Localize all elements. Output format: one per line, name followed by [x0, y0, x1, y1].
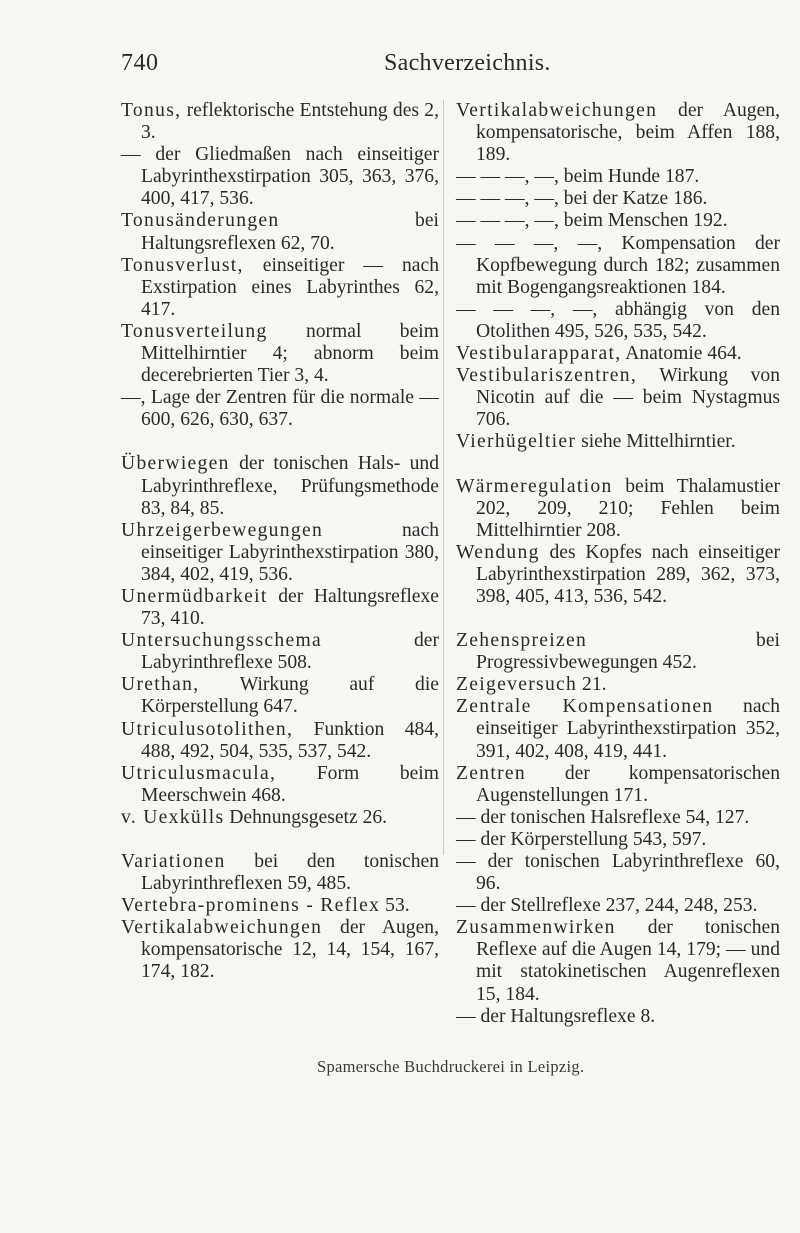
index-entry-text: —, Lage der Zentren für die normale — 600, 626, 630, 637.	[121, 387, 439, 431]
index-entry	[121, 763, 439, 807]
index-entry	[121, 100, 439, 144]
index-entry	[121, 674, 439, 718]
index-entry-text: bei Haltungsreflexen 62, 70.	[141, 210, 439, 254]
index-entry-text: Wirkung von Nicotin auf die — beim Nystagmus 706.	[476, 365, 780, 431]
index-entry-text: — der Gliedmaßen nach einseitiger Labyrinthexstirpation 305, 363, 376, 400, 417, 536.	[121, 144, 439, 210]
index-entry-text: Dehnungsgesetz 26.	[224, 806, 388, 828]
index-entry-text: — — —, —, abhängig von den Otolithen 495, 526, 535, 542.	[456, 298, 780, 342]
column-divider	[443, 100, 444, 855]
index-entry	[456, 807, 780, 829]
index-entry-text: — der tonischen Labyrinthreflexe 60, 96.	[456, 851, 780, 895]
index-headword: Zeigeversuch	[456, 674, 578, 696]
index-entry-text: Funktion 484, 488, 492, 504, 535, 537, 542.	[141, 718, 439, 762]
index-entry	[456, 829, 780, 851]
index-entry-text: — der Haltungsreflexe 8.	[456, 1005, 656, 1027]
index-headword: Variationen	[121, 851, 226, 872]
index-entry-text: reflektorische Entstehung des 2, 3.	[141, 100, 439, 144]
index-entry-text: — der Stellreflexe 237, 244, 248, 253.	[456, 895, 758, 917]
index-entry-text: — — —, —, beim Hunde 187.	[456, 166, 700, 188]
index-entry-text: — der tonischen Halsreflexe 54, 127.	[456, 806, 750, 828]
index-entry-text: — — —, —, beim Menschen 192.	[456, 210, 728, 232]
index-headword: Unermüdbarkeit	[121, 585, 268, 607]
index-headword: Überwiegen	[121, 453, 230, 475]
index-entry-text: bei den tonischen Labyrinthreflexen 59, 485.	[141, 851, 439, 895]
index-headword: Urethan,	[121, 674, 200, 696]
index-entry-text: der tonischen Reflexe auf die Augen 14, 179; — und mit statokinetischen Augenreflexen 15, 184.	[476, 917, 780, 1005]
index-entry-text: 21.	[577, 674, 607, 696]
index-entry	[456, 763, 780, 807]
index-entry	[456, 299, 780, 343]
index-entry-text: beim Thalamustier 202, 209, 210; Fehlen beim Mittelhirntier 208.	[476, 475, 780, 541]
index-entry	[456, 476, 780, 542]
index-entry	[456, 630, 780, 674]
index-entry-text: der Labyrinthreflexe 508.	[141, 630, 439, 674]
index-headword: Vierhügeltier	[456, 431, 577, 453]
index-entry	[456, 895, 780, 917]
index-entry	[121, 387, 439, 431]
index-entry	[121, 255, 439, 321]
index-headword: Vestibulariszentren,	[456, 365, 638, 387]
index-headword: Tonusänderungen	[121, 210, 280, 232]
page-number: 740	[121, 50, 159, 76]
index-entry-text: der Haltungsreflexe 73, 410.	[141, 585, 439, 630]
index-headword: Tonusverlust,	[121, 254, 244, 276]
index-headword: Utriculusotolithen,	[121, 718, 294, 740]
index-entry	[121, 807, 439, 829]
index-entry-text: Form beim Meerschwein 468.	[141, 762, 439, 806]
index-headword: Wendung	[456, 541, 540, 563]
index-entry	[121, 144, 439, 210]
index-entry-text: der kompensatorischen Augenstellungen 171.	[476, 762, 780, 806]
index-entry	[121, 453, 439, 519]
index-entry	[456, 542, 780, 608]
printer-imprint: Spamersche Buchdruckerei in Leipzig.	[317, 1057, 585, 1076]
index-entry	[456, 917, 780, 1005]
index-headword: Utriculusmacula,	[121, 762, 277, 784]
index-headword: Vestibularapparat,	[456, 343, 622, 365]
index-entry	[456, 210, 780, 232]
index-entry-text: 53.	[380, 895, 410, 917]
index-entry	[456, 431, 780, 453]
index-entry-text: des Kopfes nach einseitiger Labyrinthexstirpation 289, 362, 373, 398, 405, 413, 536, 542.	[476, 541, 780, 607]
index-entry	[456, 188, 780, 210]
index-entry-text: — — —, —, bei der Katze 186.	[456, 188, 708, 210]
running-head: Sachverzeichnis.	[384, 50, 551, 76]
index-headword: Uhrzeigerbewegungen	[121, 519, 324, 541]
index-headword: Vertebra-prominens - Reflex	[121, 895, 381, 917]
index-entry-text: nach einseitiger Labyrinthexstirpation 352, 391, 402, 408, 419, 441.	[476, 696, 781, 762]
index-entry-text: der tonischen Hals- und Labyrinthreflexe, Prüfungsmethode 83, 84, 85.	[141, 453, 439, 519]
index-entry	[121, 586, 439, 630]
index-headword: Vertikalabweichungen	[121, 917, 323, 939]
index-headword: Vertikalabweichungen	[456, 100, 658, 121]
index-column-right	[456, 100, 780, 1028]
index-headword: Tonus,	[121, 100, 182, 121]
index-entry-text: der Augen, kompensatorische, beim Affen 188, 189.	[476, 100, 780, 166]
index-entry	[456, 1006, 780, 1028]
index-entry	[456, 696, 780, 762]
index-headword: Wärmeregulation	[456, 475, 613, 497]
index-entry-text: — der Körperstellung 543, 597.	[456, 828, 707, 850]
index-entry-text: — — —, —, Kompensation der Kopfbewegung durch 182; zusammen mit Bogengangsreaktionen 184.	[456, 232, 780, 298]
index-column-left	[121, 100, 439, 984]
index-entry	[456, 233, 780, 299]
index-entry	[121, 895, 439, 917]
index-headword: Zentren	[456, 762, 527, 784]
index-entry	[456, 100, 780, 166]
index-entry	[121, 719, 439, 763]
index-headword: Zehenspreizen	[456, 630, 588, 652]
index-entry	[456, 674, 780, 696]
index-headword: Zusammenwirken	[456, 917, 616, 939]
index-headword: v. Uexkülls	[121, 806, 225, 828]
index-entry	[121, 630, 439, 674]
index-entry	[456, 851, 780, 895]
index-entry	[456, 365, 780, 431]
index-entry-text: Wirkung auf die Körperstellung 647.	[141, 674, 439, 718]
index-entry-text: normal beim Mittelhirntier 4; abnorm beim decerebrierten Tier 3, 4.	[141, 320, 439, 387]
index-headword: Tonusverteilung	[121, 320, 268, 342]
index-entry-text: Anatomie 464.	[621, 343, 742, 365]
index-entry	[121, 917, 439, 983]
index-entry	[121, 210, 439, 254]
index-entry	[121, 321, 439, 387]
index-entry	[121, 520, 439, 586]
index-headword: Zentrale Kompensationen	[456, 696, 714, 718]
index-entry	[121, 851, 439, 895]
index-entry-text: einseitiger — nach Exstirpation eines Labyrinthes 62, 417.	[141, 254, 439, 320]
index-entry	[456, 166, 780, 188]
index-entry-text: siehe Mittelhirntier.	[576, 431, 736, 453]
index-entry-text: nach einseitiger Labyrinthexstirpation 380, 384, 402, 419, 536.	[141, 519, 439, 585]
index-entry-text: bei Progressivbewegungen 452.	[476, 630, 780, 674]
index-entry-text: der Augen, kompensatorische 12, 14, 154, 167, 174, 182.	[141, 917, 439, 983]
index-entry	[456, 343, 780, 365]
index-headword: Untersuchungsschema	[121, 630, 322, 652]
